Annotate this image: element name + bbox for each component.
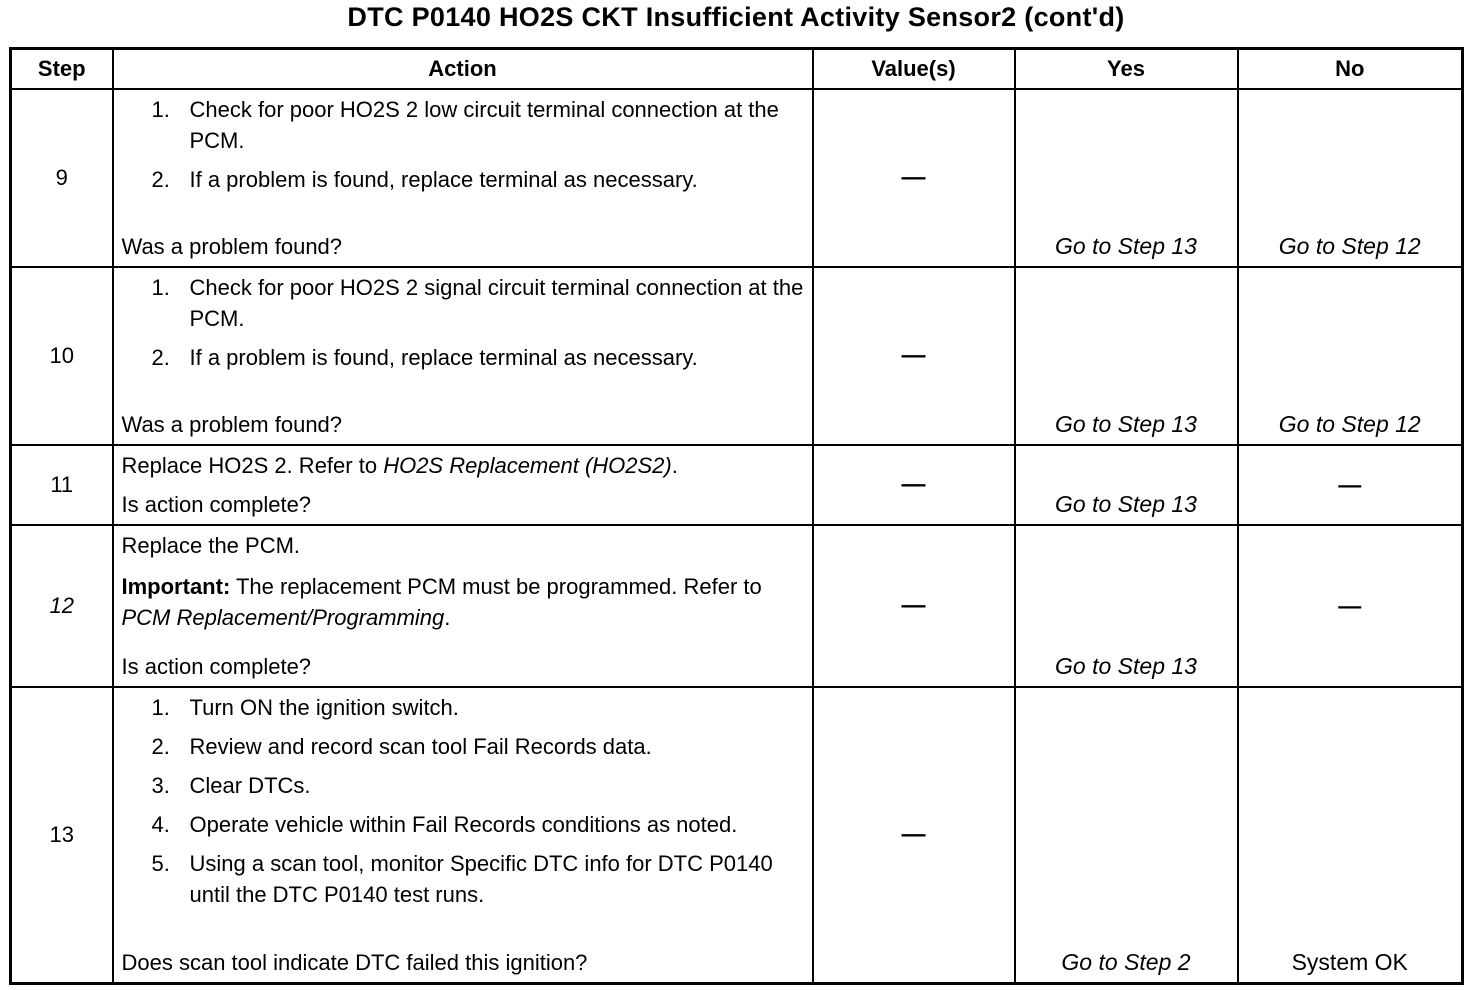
- question-text: Was a problem found?: [121, 411, 343, 437]
- question-text: Was a problem found?: [121, 233, 343, 259]
- table-row: [11, 267, 1463, 445]
- yes-result: Go to Step 2: [1061, 949, 1191, 975]
- value-cell: —: [813, 89, 1015, 267]
- table-row: [11, 687, 1463, 984]
- step-number: 9: [11, 89, 113, 267]
- list-item: 4. Operate vehicle within Fail Records conditions as noted.: [151, 811, 738, 837]
- no-result: —: [1338, 471, 1362, 497]
- yes-cell: [1015, 267, 1238, 445]
- value-cell: —: [813, 445, 1015, 525]
- instruction-line: Replace the PCM.: [121, 532, 301, 558]
- list-item: 2. If a problem is found, replace terminal as necessary.: [151, 166, 698, 192]
- yes-cell: [1015, 89, 1238, 267]
- value-cell: —: [813, 687, 1015, 984]
- step-number: 11: [11, 445, 113, 525]
- header-yes: Yes: [1015, 49, 1238, 89]
- action-cell: [113, 445, 813, 525]
- step-number: 13: [11, 687, 113, 984]
- table-row: [11, 445, 1463, 525]
- list-item: 1. Check for poor HO2S 2 signal circuit terminal connection at the PCM.: [151, 274, 804, 331]
- header-row: [11, 49, 1463, 89]
- question-text: Does scan tool indicate DTC failed this ignition?: [121, 950, 588, 975]
- list-item: 2. Review and record scan tool Fail Records data.: [151, 733, 652, 759]
- important-note: Important: The replacement PCM must be programmed. Refer to PCM Replacement/Programming.: [121, 573, 762, 630]
- no-result: System OK: [1291, 949, 1408, 975]
- list-item: 3. Clear DTCs.: [151, 772, 311, 798]
- yes-cell: [1015, 525, 1238, 687]
- action-cell: [113, 525, 813, 687]
- no-cell: [1238, 267, 1463, 445]
- step-number: 10: [11, 267, 113, 445]
- reference-link: HO2S Replacement (HO2S2): [383, 452, 672, 478]
- diagnostic-table: [9, 47, 1464, 985]
- no-result: —: [1338, 592, 1362, 618]
- no-cell: [1238, 445, 1463, 525]
- action-cell: [113, 687, 813, 984]
- action-cell: [113, 89, 813, 267]
- no-result: Go to Step 12: [1278, 232, 1421, 259]
- question-text: Is action complete?: [121, 491, 312, 517]
- yes-cell: [1015, 687, 1238, 984]
- no-cell: [1238, 89, 1463, 267]
- no-cell: [1238, 687, 1463, 984]
- value-cell: —: [813, 267, 1015, 445]
- yes-result: Go to Step 13: [1055, 410, 1197, 437]
- list-item: 1. Check for poor HO2S 2 low circuit terminal connection at the PCM.: [151, 96, 779, 153]
- table-row: [11, 89, 1463, 267]
- action-cell: [113, 267, 813, 445]
- page-title: DTC P0140 HO2S CKT Insufficient Activity Sensor2 (cont'd): [347, 2, 1125, 32]
- question-text: Is action complete?: [121, 653, 312, 679]
- list-item: 2. If a problem is found, replace terminal as necessary.: [151, 344, 698, 370]
- value-cell: —: [813, 525, 1015, 687]
- yes-result: Go to Step 13: [1055, 232, 1197, 259]
- no-result: Go to Step 12: [1278, 410, 1421, 437]
- step-number: 12: [11, 525, 113, 687]
- list-item: 1. Turn ON the ignition switch.: [151, 694, 459, 720]
- list-item: 5. Using a scan tool, monitor Specific DTC info for DTC P0140 until the DTC P0140 test runs.: [151, 850, 773, 907]
- yes-result: Go to Step 13: [1055, 490, 1197, 517]
- table-row: [11, 525, 1463, 687]
- yes-cell: [1015, 445, 1238, 525]
- header-action: Action: [113, 49, 813, 89]
- instruction-line: Replace HO2S 2. Refer to HO2S Replacement (HO2S2).: [121, 452, 678, 478]
- yes-result: Go to Step 13: [1055, 652, 1197, 679]
- reference-link: PCM Replacement/Programming: [121, 604, 445, 630]
- header-values: Value(s): [813, 49, 1015, 89]
- header-step: Step: [11, 49, 113, 89]
- header-no: No: [1238, 49, 1463, 89]
- no-cell: [1238, 525, 1463, 687]
